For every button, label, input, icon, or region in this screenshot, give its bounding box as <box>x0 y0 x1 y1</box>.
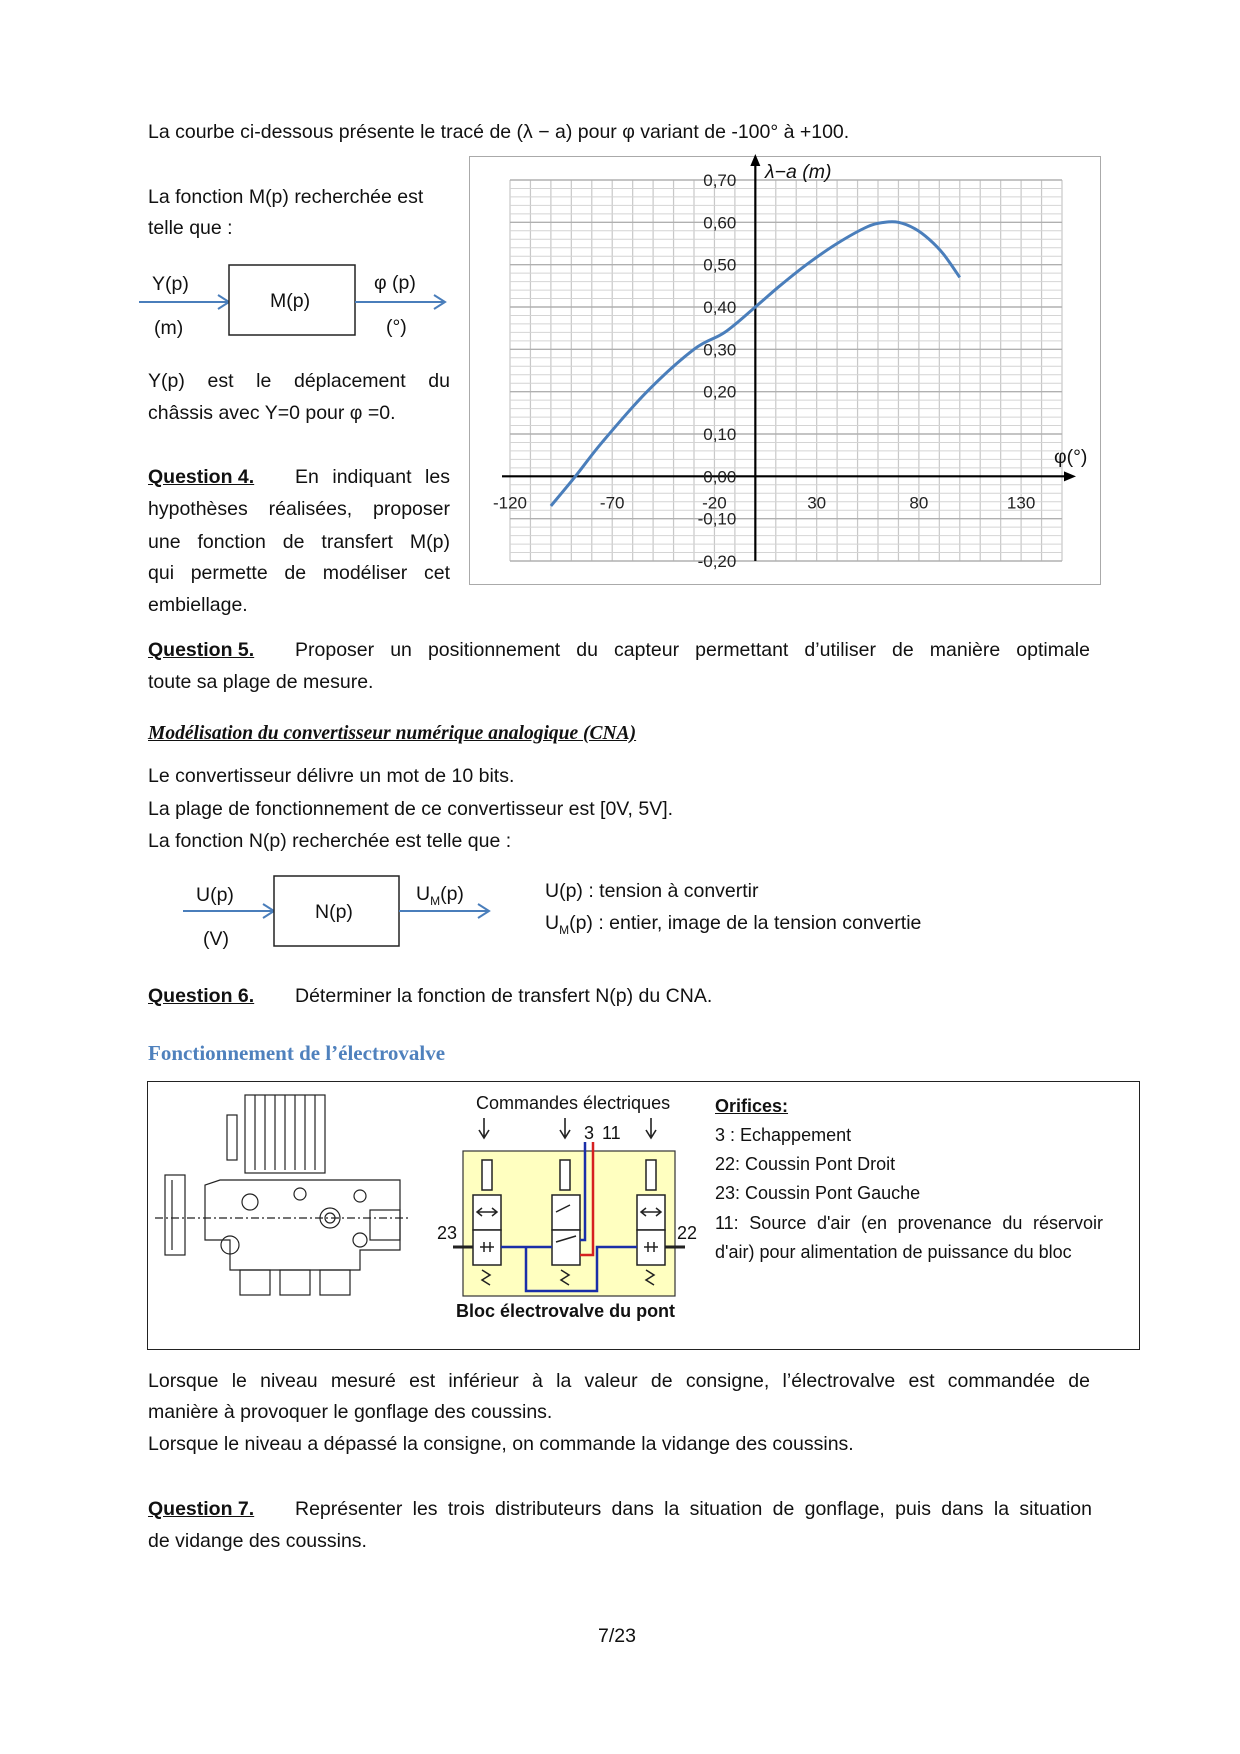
x-tick-label: -20 <box>702 493 727 513</box>
mp-output-unit: (°) <box>386 316 407 338</box>
cna-heading: Modélisation du convertisseur numérique analogique (CNA) <box>148 723 637 744</box>
electrovalve-heading: Fonctionnement de l’électrovalve <box>148 1041 446 1065</box>
y-tick-label: -0,20 <box>697 552 737 571</box>
x-axis-arrow-icon <box>1064 471 1076 481</box>
para-line2: manière à provoquer le gonflage des coussins. <box>148 1401 553 1423</box>
mp-intro-line1: La fonction M(p) recherchée est <box>148 186 424 208</box>
chart-xlabel: φ(°) <box>1054 446 1088 468</box>
mp-input-unit: (m) <box>154 317 184 339</box>
cna-def2-sub: M <box>559 922 570 937</box>
orifice-item: 23: Coussin Pont Gauche <box>715 1183 921 1203</box>
valve-schematic <box>430 1115 690 1305</box>
question-4-line: une fonction de transfert M(p) <box>148 531 450 553</box>
y-tick-label: 0,20 <box>703 382 737 402</box>
port-11-label: 11 <box>602 1123 621 1143</box>
commands-label: Commandes électriques <box>476 1093 671 1113</box>
orifice-item: 22: Coussin Pont Droit <box>715 1154 896 1174</box>
x-tick-label: 130 <box>1006 493 1036 513</box>
x-tick-label: 30 <box>807 493 827 513</box>
np-input-unit: (V) <box>203 928 229 950</box>
question-4-line: hypothèses réalisées, proposer <box>148 498 450 520</box>
intro-text: La courbe ci-dessous présente le tracé de (λ − a) pour φ variant de -100° à +100. <box>148 121 850 143</box>
y-tick-label: 0,00 <box>703 467 737 487</box>
question-4-line: qui permette de modéliser cet <box>148 562 450 584</box>
np-input-label: U(p) <box>196 884 234 906</box>
question-4-line: En indiquant les <box>295 466 450 488</box>
orifice-item: 3 : Echappement <box>715 1125 852 1145</box>
cna-def2 <box>545 911 921 942</box>
cna-def1: U(p) : tension à convertir <box>545 880 759 902</box>
cna-line2: La plage de fonctionnement de ce convertisseur est [0V, 5V]. <box>148 798 674 820</box>
orifices-title: Orifices: <box>715 1096 789 1116</box>
orifice-11-line2: d'air) pour alimentation de puissance du bloc <box>715 1242 1072 1262</box>
question-5-line2: toute sa plage de mesure. <box>148 671 374 693</box>
valve-block-drawing <box>150 1090 420 1300</box>
question-4-label: Question 4. <box>148 466 255 488</box>
question-6-label: Question 6. <box>148 985 255 1007</box>
np-output-sub: M <box>430 893 441 908</box>
question-7-line1: Représenter les trois distributeurs dans la situation de gonflage, puis dans la situation <box>295 1498 1092 1520</box>
question-5-label: Question 5. <box>148 639 255 661</box>
page-number: 7/23 <box>598 1625 636 1647</box>
y-tick-label: 0,60 <box>703 213 737 233</box>
mp-input-label: Y(p) <box>152 273 189 295</box>
y-tick-label: 0,30 <box>703 340 737 360</box>
y-tick-label: 0,40 <box>703 298 737 317</box>
np-output-label <box>416 882 464 913</box>
port-23-label: 23 <box>437 1223 458 1243</box>
question-7-line2: de vidange des coussins. <box>148 1530 367 1552</box>
y-tick-label: 0,10 <box>703 425 737 444</box>
mp-block-label: M(p) <box>270 290 311 312</box>
chart-svg <box>0 0 1240 620</box>
mp-desc-line2: châssis avec Y=0 pour φ =0. <box>148 402 396 424</box>
para-line1: Lorsque le niveau mesuré est inférieur à la valeur de consigne, l’électrovalve est commandée de <box>148 1370 1090 1392</box>
valve-caption: Bloc électrovalve du pont <box>456 1301 676 1321</box>
cna-def2-text: (p) : entier, image de la tension convertie <box>569 912 922 934</box>
port-3-label: 3 <box>584 1123 595 1143</box>
cna-line3: La fonction N(p) recherchée est telle que : <box>148 830 512 852</box>
question-5-line1: Proposer un positionnement du capteur permettant d’utiliser de manière optimale <box>295 639 1090 661</box>
np-output-tail: (p) <box>440 883 464 905</box>
question-6-text: Déterminer la fonction de transfert N(p) du CNA. <box>295 985 713 1007</box>
x-tick-label: -70 <box>599 493 625 513</box>
orifice-11-line1: 11: Source d'air (en provenance du réservoir <box>715 1213 1103 1233</box>
para-line3: Lorsque le niveau a dépassé la consigne, on commande la vidange des coussins. <box>148 1433 854 1455</box>
np-output-u: U <box>416 883 431 905</box>
mp-output-label: φ (p) <box>374 272 416 294</box>
x-tick-label: 80 <box>909 493 929 513</box>
cna-line1: Le convertisseur délivre un mot de 10 bits. <box>148 765 515 787</box>
mp-intro-line2: telle que : <box>148 217 233 239</box>
y-tick-label: 0,70 <box>703 171 737 190</box>
x-tick-label: -120 <box>492 493 528 513</box>
cna-def2-u: U <box>545 912 560 934</box>
np-block-label: N(p) <box>315 901 353 923</box>
y-tick-label: 0,50 <box>703 255 737 275</box>
question-7-label: Question 7. <box>148 1498 255 1520</box>
y-tick-label: -0,10 <box>697 509 737 529</box>
mp-desc-line1: Y(p) est le déplacement du <box>148 370 450 392</box>
question-4-line: embiellage. <box>148 594 248 616</box>
port-22-label: 22 <box>677 1223 698 1243</box>
chart-ylabel: λ−a (m) <box>765 161 832 183</box>
y-axis-arrow-icon <box>750 154 760 166</box>
